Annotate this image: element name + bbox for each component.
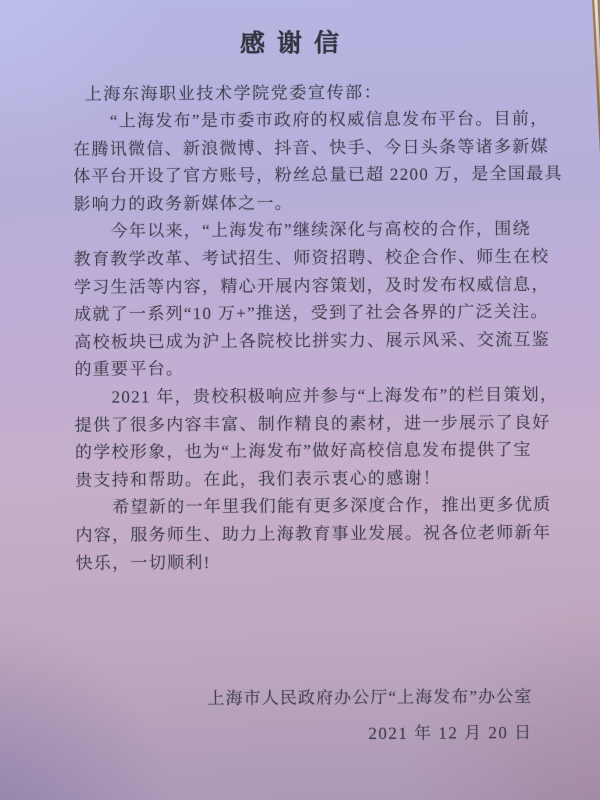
signature: 上海市人民政府办公厅“上海发布”办公室 (207, 687, 533, 709)
date: 2021 年 12 月 20 日 (368, 723, 533, 744)
body-line: 内容，服务师生、助力上海教育事业发展。祝各位老师新年 (75, 522, 552, 545)
body-line: 贵支持和帮助。在此，我们表示衷心的感谢！ (75, 468, 442, 490)
body-line: 的学校形象，也为“上海发布”做好高校信息发布提供了宝 (74, 440, 532, 462)
body-line: 提供了很多内容丰富、制作精良的素材，进一步展示了良好 (74, 412, 551, 435)
body-line: 学习生活等内容，精心开展内容策划，及时发布权威信息， (73, 274, 550, 297)
body-line: 体平台开设了官方账号，粉丝总量已超 2200 万，是全国最具 (73, 164, 563, 187)
letter-title: 感谢信 (239, 30, 352, 58)
body-line: 在腾讯微信、新浪微博、抖音、快手、今日头条等诸多新媒 (73, 136, 549, 159)
letter-body (73, 105, 563, 577)
body-line: 今年以来，“上海发布”继续深化与高校的合作，围绕 (110, 219, 531, 241)
body-line: 教育教学改革、考试招生、师资招聘、校企合作、师生在校 (73, 246, 550, 269)
body-line: 高校板块已成为沪上各院校比拼实力、展示风采、交流互鉴 (74, 329, 551, 352)
body-line: “上海发布”是市委市政府的权威信息发布平台。目前， (109, 108, 549, 131)
body-line: 希望新的一年里我们能有更多深度合作，推出更多优质 (112, 495, 552, 517)
body-line: 影响力的政务新媒体之一。 (73, 193, 294, 214)
body-line: 成就了一系列“10 万+”推送，受到了社会各界的广泛关注。 (74, 302, 549, 324)
body-line: 快乐，一切顺利! (75, 552, 211, 573)
body-line: 2021 年，贵校积极响应并参与“上海发布”的栏目策划， (111, 384, 559, 407)
body-line: 的重要平台。 (74, 359, 185, 380)
salutation: 上海东海职业技术学院党委宣传部： (84, 82, 383, 104)
letter-content (72, 0, 563, 748)
